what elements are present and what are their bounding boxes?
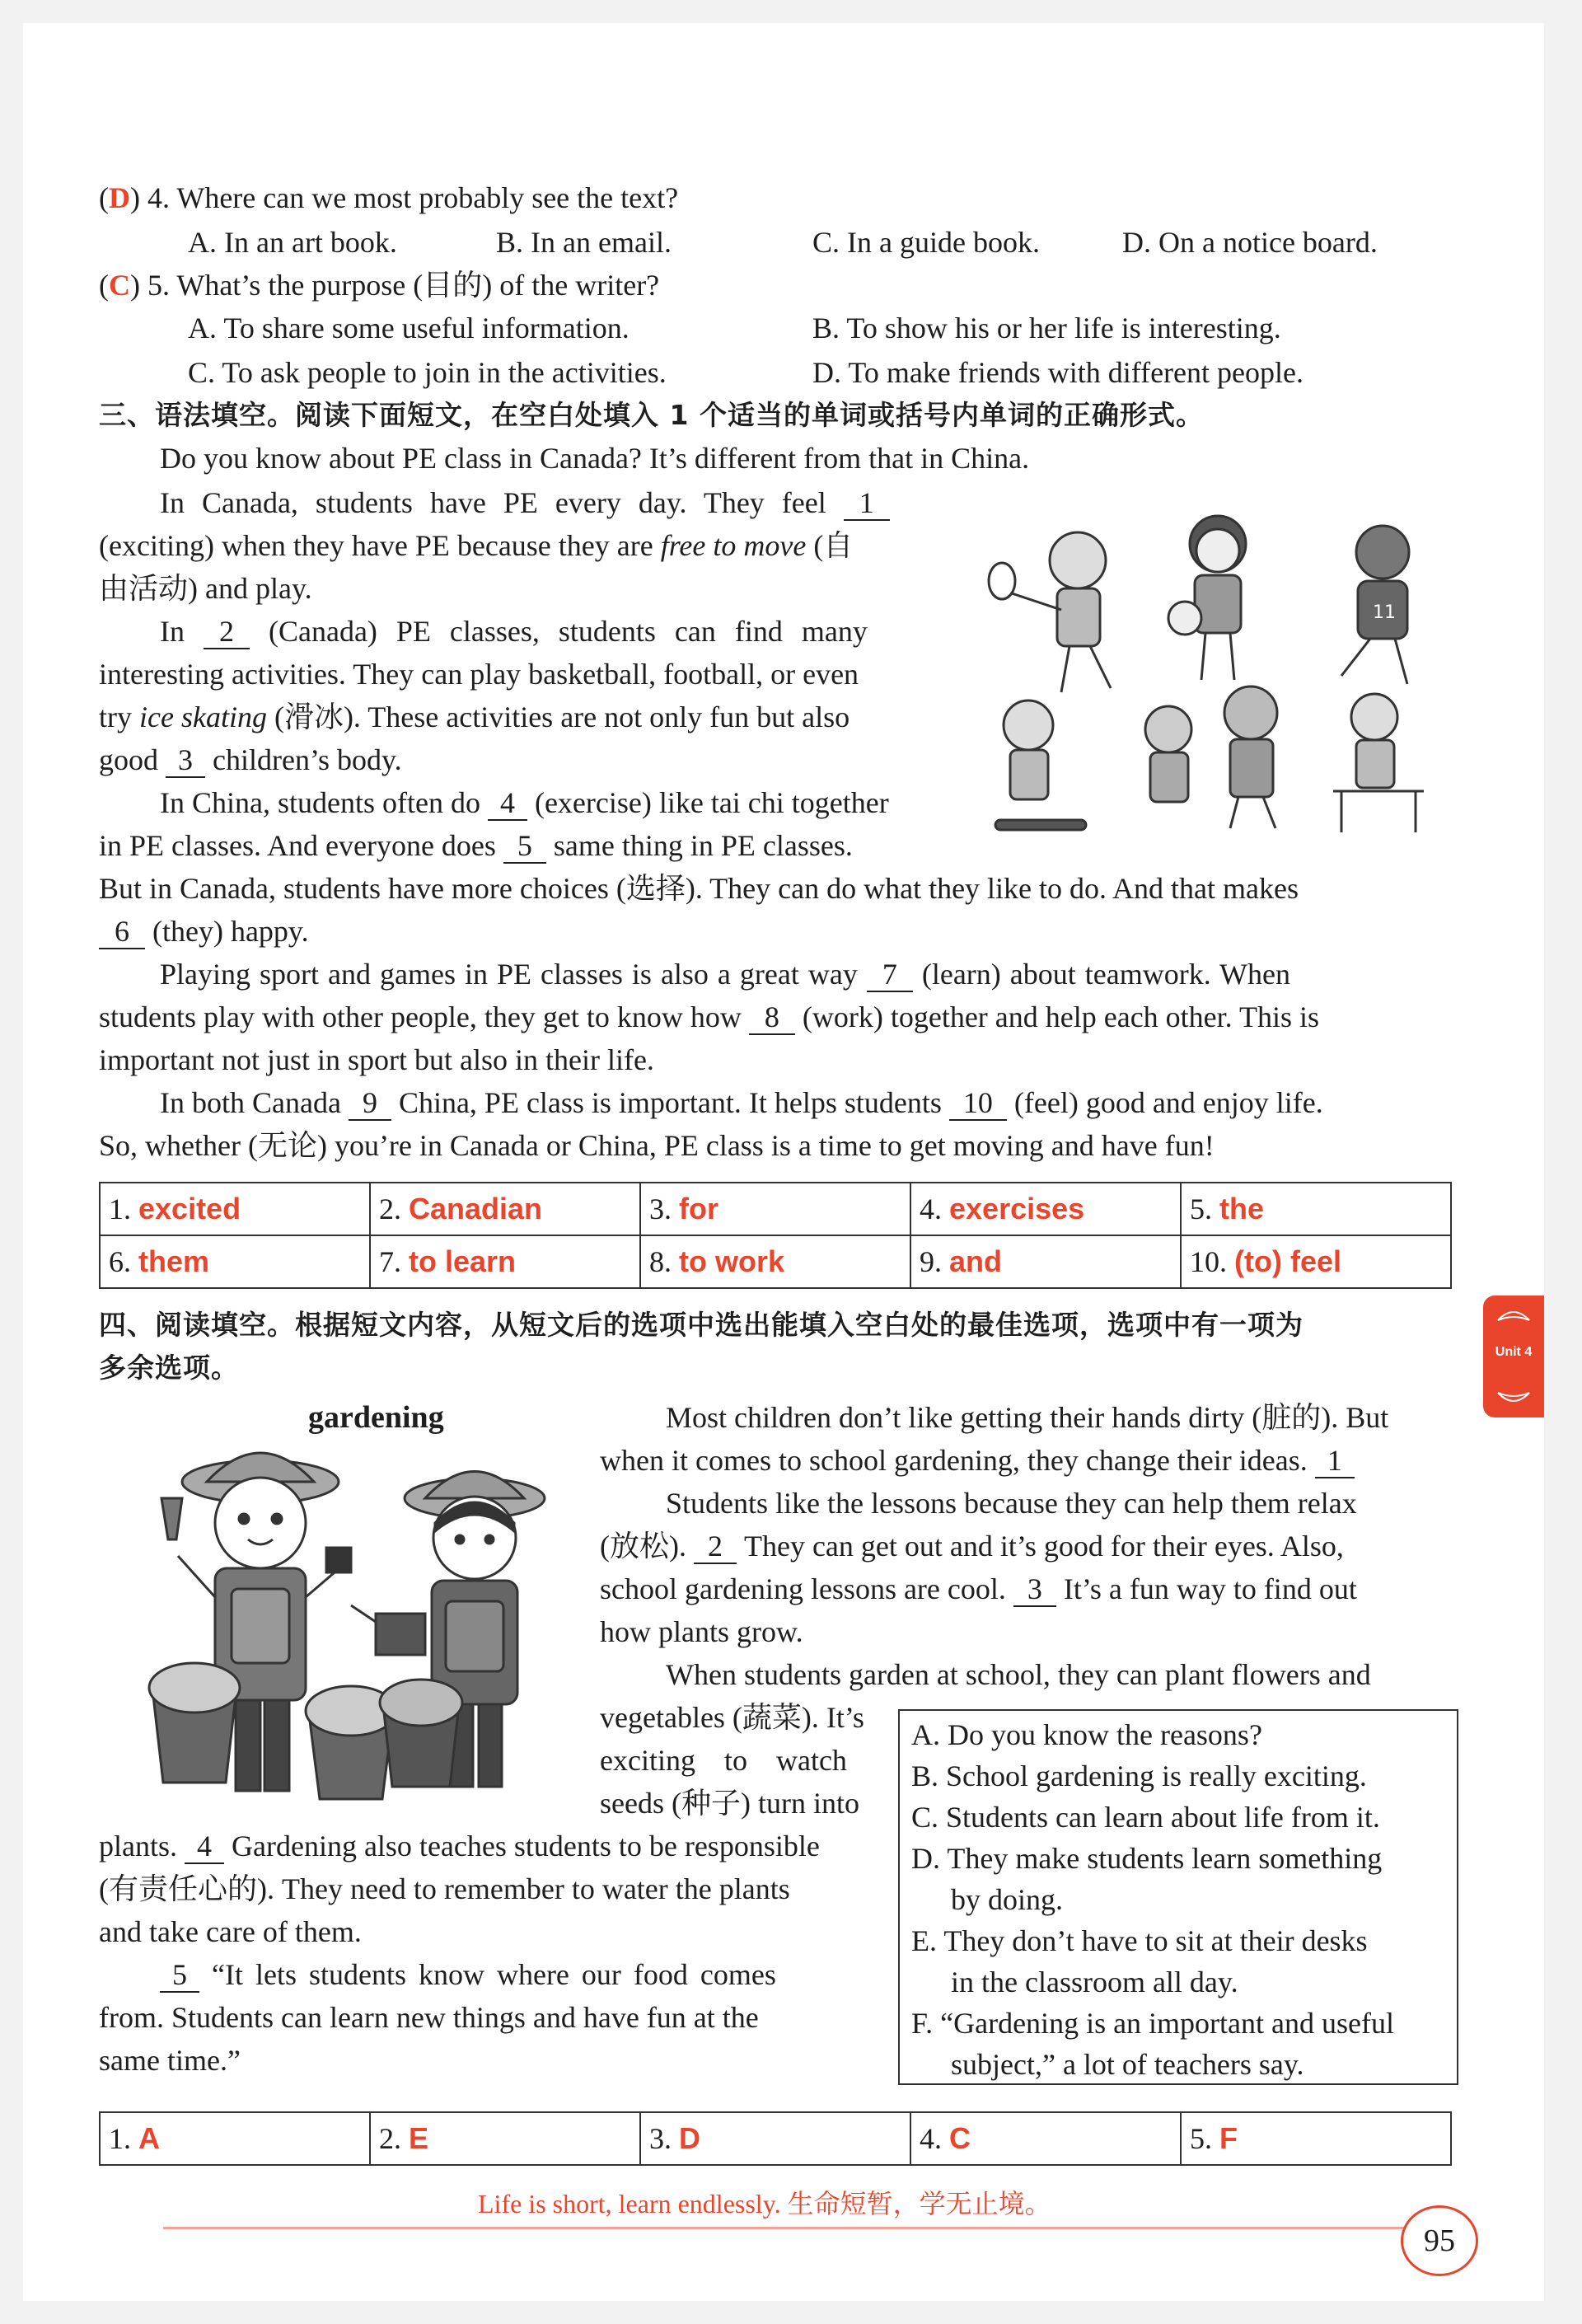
s3-paragraph-5-line-2: students play with other people, they get to know how 8 (work) together and help each other. This is (99, 1000, 1320, 1033)
g-line-4: (放松). 2 They can get out and it’s good for their eyes. Also, (600, 1530, 1344, 1563)
s3-paragraph-4-line-1: In China, students often do 4 (exercise) like tai chi together (160, 786, 889, 819)
s3-paragraph-3-line-4: good 3 children’s body. (99, 743, 402, 776)
answer-cell: 6. them (100, 1235, 370, 1288)
answer-9: and (949, 1244, 1003, 1278)
answer-3: for (679, 1192, 718, 1225)
q5-option-a: A. To share some useful information. (188, 312, 630, 344)
answer-cell: 4. C (910, 2112, 1181, 2165)
q5-option-b: B. To show his or her life is interesting. (812, 312, 1281, 344)
s3-paragraph-6-line-2: So, whether (无论) you’re in Canada or China, PE class is a time to get moving and have fun! (99, 1129, 1215, 1162)
footer-motto: Life is short, learn endlessly. 生命短暂，学无止境。 (478, 2189, 1051, 2219)
gardening-title: gardening (308, 1400, 444, 1435)
answer-cell: 9. and (910, 1235, 1181, 1288)
answer-q5: C (109, 269, 130, 302)
g-blank-5: 5 (160, 1958, 199, 1993)
g-line-6: how plants grow. (600, 1615, 803, 1648)
answer-cell: 5. F (1181, 2112, 1451, 2165)
g-line-11: plants. 4 Gardening also teaches students to be responsible (99, 1830, 820, 1862)
answer-cell: 2. Canadian (370, 1183, 640, 1235)
option-e: E. They don’t have to sit at their desks (911, 1924, 1368, 1957)
g-line-8: vegetables (蔬菜). It’s (600, 1701, 864, 1734)
answer-6: them (138, 1244, 210, 1278)
section-4-answer-table (99, 2111, 1452, 2166)
blank-1: 1 (844, 486, 890, 521)
g-line-14: 5 “It lets students know where our food comes (160, 1953, 776, 1996)
answer-q4: D (109, 181, 130, 214)
answer-cell: 3. D (640, 2112, 910, 2165)
workbook-page (23, 23, 1544, 2301)
s3-paragraph-4-line-4: 6 (they) happy. (99, 910, 309, 953)
blank-10: 10 (949, 1086, 1007, 1121)
g-blank-4: 4 (185, 1830, 224, 1864)
g-blank-1: 1 (1315, 1444, 1355, 1478)
answer-7: to learn (409, 1244, 517, 1278)
question-5: (C) 5. What’s the purpose (目的) of the writer? (99, 269, 660, 302)
g-answer-1: A (138, 2121, 160, 2155)
s3-paragraph-3-line-2: interesting activities. They can play basketball, football, or even (99, 658, 859, 691)
kids-sports-illustration (979, 503, 1440, 841)
question-4-stem: 4. Where can we most probably see the text? (147, 181, 679, 214)
blank-5: 5 (503, 829, 546, 864)
answer-cell: 1. excited (100, 1183, 370, 1235)
blank-6: 6 (99, 915, 145, 949)
g-answer-3: D (679, 2121, 700, 2155)
g-line-9: exciting to watch (600, 1744, 847, 1777)
answer-cell: 2. E (370, 2112, 640, 2165)
answer-cell: 4. exercises (910, 1183, 1181, 1235)
section-4-heading-2: 多余选项。 (99, 1352, 239, 1384)
answer-cell: 5. the (1181, 1183, 1451, 1235)
svg-text:11: 11 (1373, 602, 1396, 623)
option-e-cont: in the classroom all day. (951, 1966, 1238, 1998)
section-4-heading: 四、阅读填空。根据短文内容，从短文后的选项中选出能填入空白处的最佳选项，选项中有一项为 (99, 1309, 1304, 1341)
q4-option-c: C. In a guide book. (812, 226, 1040, 259)
answer-cell: 8. to work (640, 1235, 910, 1288)
answer-cell: 1. A (100, 2112, 370, 2165)
section-3-answer-table (99, 1182, 1452, 1289)
option-a: A. Do you know the reasons? (911, 1718, 1262, 1751)
s3-paragraph-4-line-2: in PE classes. And everyone does 5 same thing in PE classes. (99, 829, 853, 862)
section-3-heading: 三、语法填空。阅读下面短文，在空白处填入 1 个适当的单词或括号内单词的正确形式。 (99, 399, 1204, 431)
g-line-1: Most children don’t like getting their hands dirty (脏的). But (666, 1401, 1389, 1434)
g-line-7: When students garden at school, they can plant flowers and (666, 1658, 1371, 1691)
s3-paragraph-2-line-3: 由活动) and play. (99, 572, 312, 605)
q5-option-c: C. To ask people to join in the activities. (188, 356, 667, 389)
q5-option-d: D. To make friends with different people. (812, 356, 1304, 389)
s3-paragraph-1: Do you know about PE class in Canada? It’s different from that in China. (160, 442, 1030, 475)
q4-option-b: B. In an email. (496, 226, 672, 259)
s3-paragraph-3-line-1: In 2 (Canada) PE classes, students can find many (160, 615, 868, 648)
g-line-13: and take care of them. (99, 1915, 362, 1948)
g-answer-5: F (1219, 2121, 1238, 2155)
s3-paragraph-2-line-2: (exciting) when they have PE because they are free to move (自 (99, 529, 854, 562)
blank-9: 9 (349, 1086, 391, 1121)
blank-8: 8 (749, 1000, 795, 1035)
g-line-15: from. Students can learn new things and have fun at the (99, 2001, 759, 2034)
blank-7: 7 (867, 958, 913, 992)
unit-tab-label: Unit 4 (1495, 1345, 1533, 1359)
s3-paragraph-6-line-1: In both Canada 9 China, PE class is important. It helps students 10 (feel) good and enjoy life. (160, 1086, 1323, 1119)
blank-3: 3 (166, 743, 205, 778)
footer-divider (163, 2227, 1416, 2229)
g-line-5: school gardening lessons are cool. 3 It’s a fun way to find out (600, 1572, 1357, 1605)
g-blank-3: 3 (1013, 1572, 1056, 1607)
answer-10: (to) feel (1234, 1244, 1341, 1278)
g-line-10: seeds (种子) turn into (600, 1787, 859, 1820)
answer-cell: 3. for (640, 1183, 910, 1235)
q4-option-a: A. In an art book. (188, 226, 397, 259)
answer-5: the (1219, 1192, 1264, 1225)
g-line-16: same time.” (99, 2044, 241, 2077)
s3-paragraph-5-line-3: important not just in sport but also in their life. (99, 1043, 654, 1076)
question-4: (D) 4. Where can we most probably see the text? (99, 181, 679, 214)
s3-paragraph-5-line-1: Playing sport and games in PE classes is also a great way 7 (learn) about teamwork. When (160, 958, 1291, 991)
unit-tab (1483, 1296, 1544, 1417)
options-box (898, 1709, 1458, 2085)
g-line-2: when it comes to school gardening, they change their ideas. 1 (600, 1439, 1355, 1482)
blank-4: 4 (488, 786, 527, 821)
g-answer-4: C (949, 2121, 971, 2155)
s3-paragraph-2-line-1: In Canada, students have PE every day. They feel 1 (160, 481, 890, 524)
gardening-kids-illustration (129, 1449, 590, 1803)
answer-8: to work (679, 1244, 785, 1278)
answer-1: excited (138, 1192, 241, 1225)
option-d-cont: by doing. (951, 1883, 1064, 1916)
g-answer-2: E (409, 2121, 429, 2155)
s3-paragraph-3-line-3: try ice skating (滑冰). These activities are not only fun but also (99, 700, 850, 733)
answer-4: exercises (949, 1192, 1085, 1225)
option-f-cont: subject,” a lot of teachers say. (951, 2048, 1304, 2081)
option-c: C. Students can learn about life from it. (911, 1801, 1380, 1834)
g-blank-2: 2 (694, 1530, 737, 1564)
s3-paragraph-4-line-3: But in Canada, students have more choices (选择). They can do what they like to do. And that makes (99, 872, 1299, 905)
answer-cell: 7. to learn (370, 1235, 640, 1288)
blank-2: 2 (204, 615, 250, 649)
q4-option-d: D. On a notice board. (1122, 226, 1378, 259)
question-5-stem: 5. What’s the purpose (目的) of the writer? (147, 269, 660, 302)
g-line-12: (有责任心的). They need to remember to water the plants (99, 1872, 790, 1905)
answer-cell: 10. (to) feel (1181, 1235, 1451, 1288)
g-line-3: Students like the lessons because they can help them relax (666, 1487, 1357, 1520)
option-d: D. They make students learn something (911, 1842, 1383, 1875)
page-number: 95 (1401, 2205, 1478, 2276)
answer-2: Canadian (409, 1192, 543, 1225)
option-f: F. “Gardening is an important and useful (911, 2007, 1394, 2040)
option-b: B. School gardening is really exciting. (911, 1759, 1367, 1792)
